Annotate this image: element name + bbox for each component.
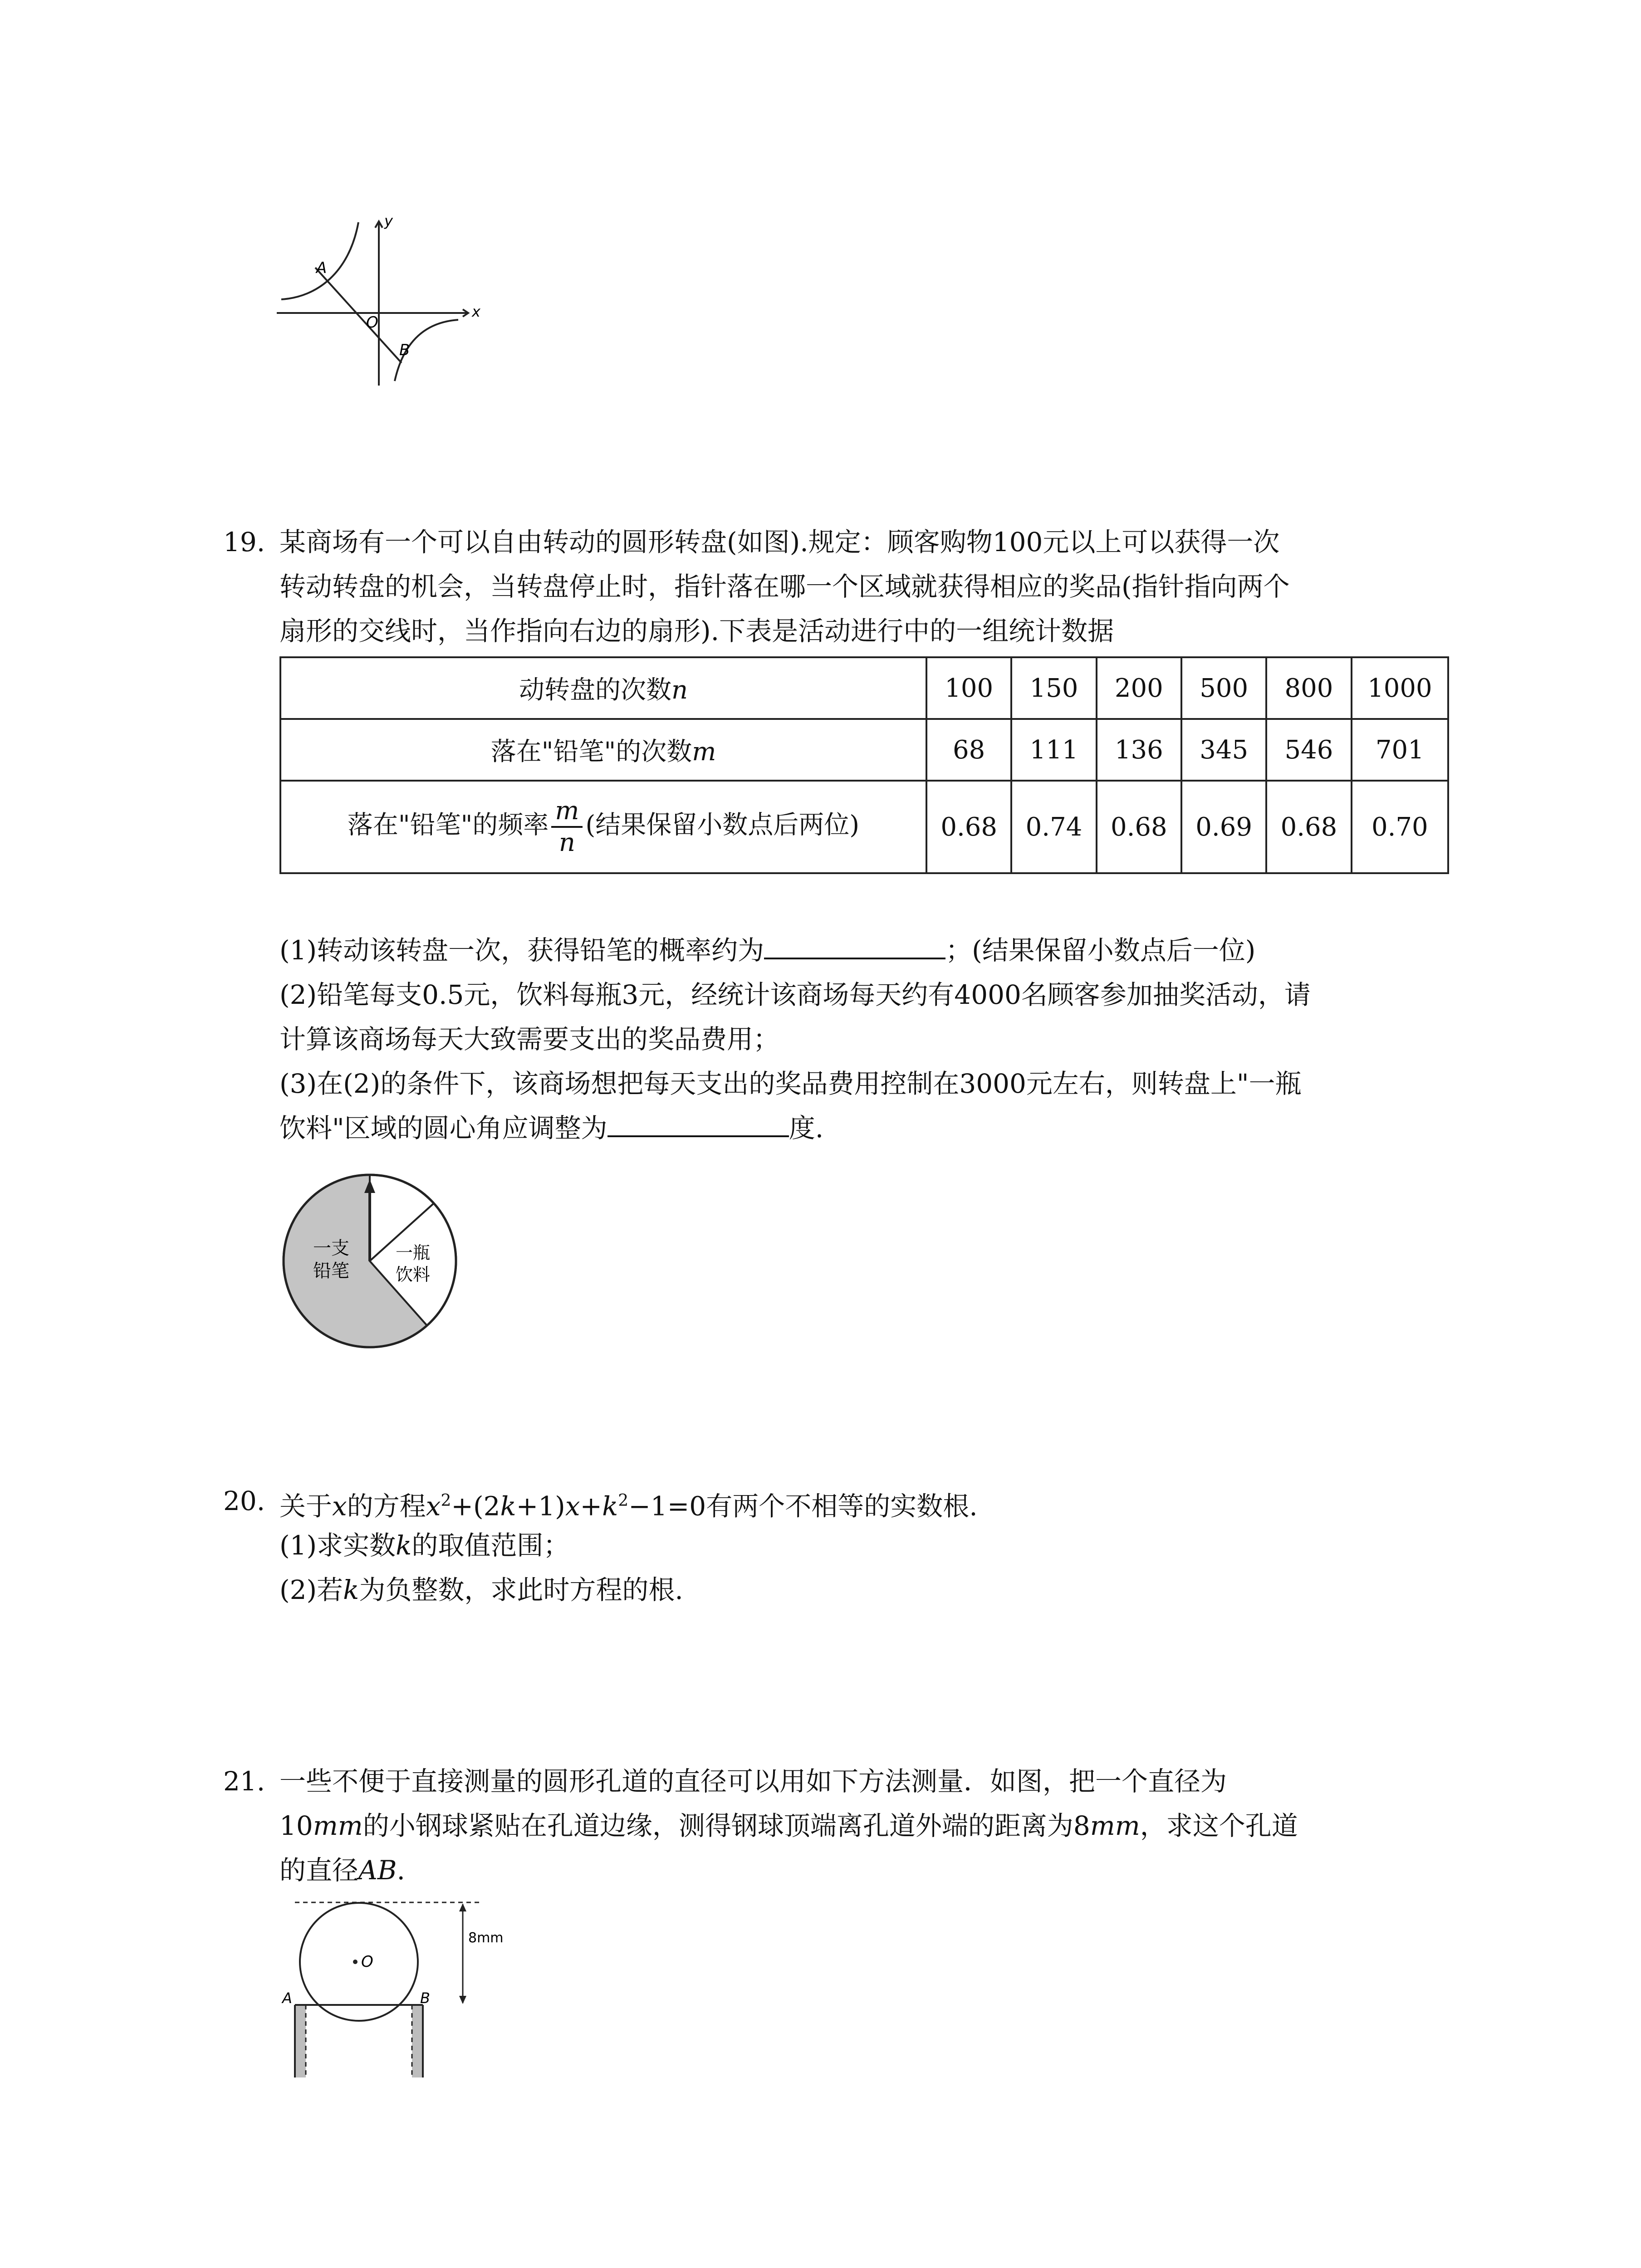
table-cell-label [280,657,926,719]
q19-part3-suffix: 度. [789,1113,824,1144]
q20-line-3 [279,1569,683,1611]
table-cell: 150 [1011,657,1096,719]
eq-k1: k [500,1491,516,1522]
table-cell: 0.68 [1097,781,1181,873]
q20-part1-post: 的取值范围； [411,1530,570,1561]
statistics-table [279,656,1449,874]
table-cell: 111 [1011,719,1096,781]
drink-label-2: 饮料 [396,1265,431,1285]
q21-ab: AB [358,1855,397,1886]
fraction-m-over-n [551,796,583,858]
eq-x: x [426,1491,441,1522]
q19-part1-suffix: ；(结果保留小数点后一位) [945,935,1256,966]
label-y: y [384,212,393,230]
table-cell-label [280,781,926,873]
hole-wall-right [412,2005,423,2077]
label-b: B [399,341,410,359]
label-a: A [316,259,327,277]
q20-part1-pre: (1)求实数 [279,1530,396,1561]
q19-line-1: 某商场有一个可以自由转动的圆形转盘(如图).规定：顾客购物100元以上可以获得一次 [279,527,1280,557]
q19-part1 [279,929,1255,972]
hole-wall-left [295,2005,306,2077]
eq-sup: 2 [441,1491,451,1510]
q21-text-d: 的直径 [279,1855,359,1886]
q21-number: 21. [223,1766,265,1797]
label-b: B [420,1989,430,2007]
label-o: O [361,1953,373,1971]
table-cell: 0.74 [1011,781,1096,873]
q19-part3-line2 [279,1107,823,1149]
table-cell: 800 [1266,657,1351,719]
eq-sup-b: 2 [618,1491,629,1510]
fraction-numerator: m [551,796,583,828]
table-cell: 0.69 [1181,781,1266,873]
q21-text-c: ，求这个孔道 [1140,1810,1298,1841]
q21-text-a: 10 [279,1810,313,1841]
eq-end: −1=0有两个不相等的实数根. [628,1491,978,1522]
table-cell: 546 [1266,719,1351,781]
table-cell: 500 [1181,657,1266,719]
q20-text-b: 的方程 [347,1491,426,1522]
q19-line-2: 转动转盘的机会，当转盘停止时，指针落在哪一个区域就获得相应的奖品(指针指向两个 [279,571,1290,602]
q21-unit-2: mm [1090,1810,1140,1841]
eq-x2: x [565,1491,580,1522]
table-cell: 136 [1097,719,1181,781]
q21-line-1: 一些不便于直接测量的圆形孔道的直径可以用如下方法测量．如图，把一个直径为 [279,1766,1227,1797]
table-cell: 200 [1097,657,1181,719]
steel-ball [300,1903,418,2021]
q19-part2-line1: (2)铅笔每支0.5元，饮料每瓶3元，经统计该商场每天约有4000名顾客参加抽奖活动，请 [279,979,1311,1010]
q21-line-2 [279,1804,1298,1847]
table-cell: 0.70 [1352,781,1448,873]
dimension-arrow-bottom [459,1996,466,2004]
table-cell: 1000 [1352,657,1448,719]
eq-k2: k [602,1491,618,1522]
q20-number: 20. [223,1486,265,1516]
q19-part2-line2: 计算该商场每天大致需要支出的奖品费用； [279,1024,780,1055]
q20-line-1 [279,1480,978,1527]
table-cell: 345 [1181,719,1266,781]
row1-label: 动转盘的次数 [519,675,671,705]
spinner-figure [277,1166,467,1356]
table-row [280,719,1448,781]
pencil-label-2: 铅笔 [313,1261,349,1281]
label-a: A [282,1989,292,2007]
fraction-denominator: n [558,828,575,857]
q21-unit-1: mm [313,1810,363,1841]
label-x: x [472,303,480,320]
answer-blank-1[interactable] [764,930,945,959]
pencil-label-1: 一支 [313,1238,349,1259]
q20-var-x: x [332,1491,347,1522]
label-8mm: 8mm [468,1930,504,1946]
row3-label-post: (结果保留小数点后两位) [585,810,860,840]
center-dot [353,1960,358,1964]
q19-number: 19. [223,527,265,557]
table-cell: 0.68 [1266,781,1351,873]
line-ab [315,268,402,363]
row3-label-pre: 落在"铅笔"的频率 [347,810,549,840]
q19-line-3: 扇形的交线时，当作指向右边的扇形).下表是活动进行中的一组统计数据 [279,616,1114,646]
table-row [280,781,1448,873]
q20-text-a: 关于 [279,1491,333,1522]
q20-line-2 [279,1524,569,1567]
q21-line-3 [279,1849,405,1892]
q20-part1-k: k [396,1530,412,1561]
q20-part2-pre: (2)若 [279,1574,343,1605]
eq-mid1: +(2 [451,1491,500,1522]
drink-label-1: 一瓶 [396,1243,431,1263]
table-cell: 701 [1352,719,1448,781]
label-o: O [366,313,378,332]
row2-label: 落在"铅笔"的次数 [490,737,692,767]
table-cell-label [280,719,926,781]
eq-mid2: +1) [516,1491,565,1522]
q19-part1-text: (1)转动该转盘一次，获得铅笔的概率约为 [279,935,764,966]
table-cell: 100 [926,657,1011,719]
row2-var: m [692,737,716,767]
q21-text-e: . [397,1855,405,1886]
q19-part3-text: 饮料"区域的圆心角应调整为 [279,1113,607,1144]
q19-part3-line1: (3)在(2)的条件下，该商场想把每天支出的奖品费用控制在3000元左右，则转盘上"一瓶 [279,1068,1302,1099]
eq-plus: + [580,1491,603,1522]
dimension-arrow-top [459,1903,466,1911]
table-cell: 0.68 [926,781,1011,873]
q20-part2-post: 为负整数，求此时方程的根. [359,1574,683,1605]
row1-var: n [671,675,688,705]
table-cell: 68 [926,719,1011,781]
answer-blank-2[interactable] [607,1108,789,1137]
q21-text-b: 的小钢球紧贴在孔道边缘，测得钢球顶端离孔道外端的距离为8 [362,1810,1090,1841]
q20-part2-k: k [343,1574,359,1605]
coordinate-figure [272,209,490,390]
table-row [280,657,1448,719]
ball-hole-figure [272,1892,508,2082]
